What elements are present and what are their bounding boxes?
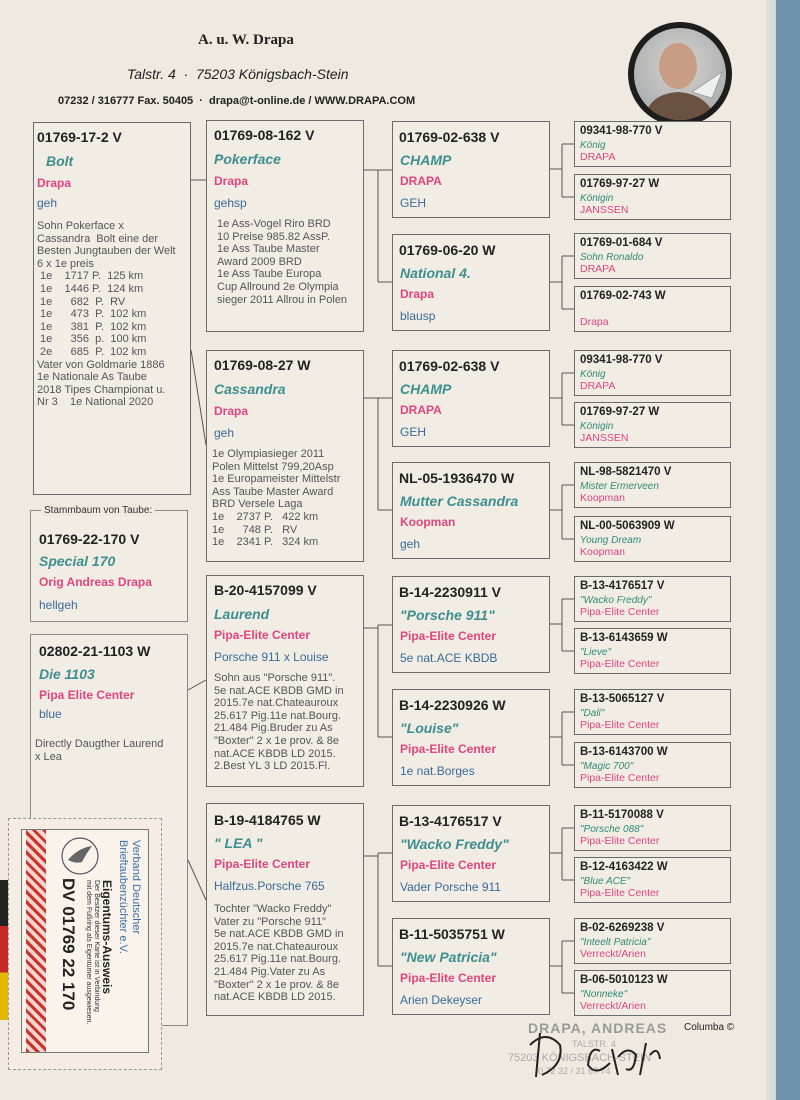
card-org: Verband Deutscher <box>130 840 142 935</box>
pigeon-breeder: DRAPA <box>580 151 616 163</box>
card-org-2: Brieftaubenzüchter e.V. <box>117 840 129 954</box>
pigeon-ring-number: B-13-6143659 W <box>580 632 668 644</box>
card-border-pattern <box>26 830 46 1052</box>
gen4-box <box>574 576 731 622</box>
pigeon-breeder: Pipa-Elite Center <box>580 719 660 731</box>
pigeon-ring-number: B-13-6143700 W <box>580 746 668 758</box>
stammbaum-heading: Stammbaum von Taube: <box>41 505 155 516</box>
pigeon-ring-number: 01769-08-27 W <box>214 357 311 373</box>
connector-line <box>191 350 206 445</box>
pigeon-ring-number: B-11-5035751 W <box>399 926 505 942</box>
gen3-box <box>392 689 550 786</box>
pigeon-color: geh <box>37 196 58 210</box>
pigeon-breeder: Drapa <box>214 174 249 188</box>
pigeon-color: Vader Porsche 911 <box>400 880 501 894</box>
pigeon-name: " LEA " <box>214 835 263 851</box>
pigeon-ring-number: 01769-02-638 V <box>399 129 500 145</box>
credit: Columba © <box>684 1022 735 1033</box>
pigeon-breeder: Pipa-Elite Center <box>580 772 660 784</box>
pigeon-breeder: Koopman <box>400 515 456 529</box>
pigeon-ring-number: 01769-02-638 V <box>399 358 500 374</box>
stamp-name: DRAPA, ANDREAS <box>528 1020 668 1036</box>
pigeon-name: "Dali" <box>580 708 605 719</box>
gen2-box-laurend <box>206 575 364 787</box>
pigeon-name: CHAMP <box>400 152 452 168</box>
pigeon-name: Mister Ermerveen <box>580 481 659 492</box>
pigeon-ring-number: 01769-01-684 V <box>580 237 663 249</box>
pigeon-ring-number: B-14-2230926 W <box>399 697 506 713</box>
pigeon-color: gehsp <box>214 196 247 210</box>
pigeon-ring-number: B-12-4163422 W <box>580 861 668 873</box>
pigeon-color: GEH <box>400 196 427 210</box>
pigeon-breeder: DRAPA <box>400 174 442 188</box>
pigeon-breeder: DRAPA <box>580 380 616 392</box>
gen4-box <box>574 689 731 735</box>
signature <box>500 1015 700 1085</box>
gen4-box <box>574 233 731 279</box>
pigeon-ring-number: NL-05-1936470 W <box>399 470 515 486</box>
pigeon-ring-number: NL-98-5821470 V <box>580 466 672 478</box>
stamp-street: TALSTR. 4 <box>572 1039 616 1049</box>
pigeon-color: Halfzus.Porsche 765 <box>214 879 325 893</box>
pigeon-ring-number: 01769-97-27 W <box>580 178 660 190</box>
pigeon-color: geh <box>400 537 421 551</box>
pigeon-ring-number: 09341-98-770 V <box>580 354 663 366</box>
pigeon-color: 5e nat.ACE KBDB <box>400 651 498 665</box>
pigeon-name: Sohn Ronaldo <box>580 252 644 263</box>
pigeon-color: hellgeh <box>39 598 78 612</box>
connector-line <box>188 680 206 690</box>
pigeon-name: Young Dream <box>580 535 642 546</box>
pigeon-notes: 1e Ass-Vogel Riro BRD 10 Preise 985.82 AssP. 1e Ass Taube Master Award 2009 BRD 1e Ass Taube Europa Cup Allround 2e Olympia sieger 2011 Allrou in Polen <box>217 218 348 306</box>
pigeon-notes: Sohn aus "Porsche 911". 5e nat.ACE KBDB GMD in 2015.7e nat.Chateauroux 25.617 Pig.11e nat.Bourg. 21.484 Pig.Bruder zu As "Boxter" 2 x 1e prov. & 8e nat.ACE KBDB LD 2015. 2.Best YL 3 LD 2015.Fl. <box>214 672 344 773</box>
pigeon-breeder: Koopman <box>580 546 625 558</box>
pigeon-breeder: JANSSEN <box>580 204 629 216</box>
pigeon-breeder: Drapa <box>400 287 435 301</box>
gen3-box <box>392 121 550 218</box>
pigeon-ring-number: 01769-22-170 V <box>39 531 140 547</box>
pigeon-notes: 1e Olympiasieger 2011 Polen Mittelst 799,20Asp 1e Europameister Mittelstr Ass Taube Master Award BRD Versele Laga 1e 2737 P. 422 km 1e 748 P. RV 1e 2341 P. 324 km <box>212 448 341 549</box>
pigeon-name: König <box>580 369 606 380</box>
gen4-box <box>574 970 731 1016</box>
pigeon-breeder: Pipa-Elite Center <box>214 857 311 871</box>
gen4-box <box>574 462 731 508</box>
pigeon-name: "Wacko Freddy" <box>400 836 509 852</box>
pigeon-ring-number: B-14-2230911 V <box>399 584 501 600</box>
pigeon-name: CHAMP <box>400 381 452 397</box>
pigeon-name: "Wacko Freddy" <box>580 595 652 606</box>
pigeon-ring-number: B-13-4176517 V <box>580 580 665 592</box>
pigeon-breeder: DRAPA <box>580 263 616 275</box>
pigeon-name: "Porsche 088" <box>580 824 644 835</box>
pigeon-name: Bolt <box>46 153 74 169</box>
pigeon-ring-number: 01769-97-27 W <box>580 406 660 418</box>
pigeon-ring-number: 01769-08-162 V <box>214 127 315 143</box>
pigeon-ring-number: 01769-06-20 W <box>399 242 496 258</box>
pigeon-breeder: JANSSEN <box>580 432 629 444</box>
pigeon-name: Die 1103 <box>39 666 95 682</box>
gen1-box-special <box>30 505 188 622</box>
pigeon-ring-number: 09341-98-770 V <box>580 125 663 137</box>
gen4-box <box>574 350 731 396</box>
pigeon-name: "Louise" <box>400 720 459 736</box>
pigeon-breeder: Pipa Elite Center <box>39 688 135 702</box>
header-name: A. u. W. Drapa <box>198 32 294 48</box>
gen4-box <box>574 805 731 851</box>
pigeon-color: Arien Dekeyser <box>400 993 483 1007</box>
pigeon-breeder: Pipa-Elite Center <box>580 606 660 618</box>
pigeon-breeder: Drapa <box>37 176 72 190</box>
gen4-box <box>574 742 731 788</box>
pigeon-breeder: Pipa-Elite Center <box>214 628 311 642</box>
gen3-box <box>392 462 550 559</box>
gen4-box <box>574 174 731 220</box>
stamp-city: 75203 KÖNIGSBACH-STEIN <box>508 1052 652 1064</box>
pigeon-ring-number: B-19-4184765 W <box>214 812 321 828</box>
pigeon-name: "Nonneke" <box>580 989 628 1000</box>
pigeon-ring-number: B-02-6269238 V <box>580 922 665 934</box>
pigeon-ring-number: B-13-5065127 V <box>580 693 665 705</box>
pigeon-breeder: Drapa <box>214 404 249 418</box>
pigeon-name: Königin <box>580 193 614 204</box>
pigeon-color: 1e nat.Borges <box>400 764 475 778</box>
gen3-box <box>392 805 550 902</box>
pigeon-breeder: DRAPA <box>400 403 442 417</box>
pigeon-name: Mutter Cassandra <box>400 493 519 509</box>
pigeon-color: geh <box>214 426 235 440</box>
connector-line <box>188 860 206 900</box>
pigeon-breeder: Pipa-Elite Center <box>580 835 660 847</box>
gen2-box-cassandra <box>206 350 364 562</box>
pigeon-breeder: Pipa-Elite Center <box>580 658 660 670</box>
gen4-box <box>574 121 731 167</box>
pigeon-color: blausp <box>400 309 436 323</box>
dove-emblem-icon <box>60 836 100 876</box>
pigeon-ring-number: B-11-5170088 V <box>580 809 664 821</box>
pigeon-name: "Magic 700" <box>580 761 634 772</box>
gen4-box <box>574 402 731 448</box>
pigeon-color: Porsche 911 x Louise <box>214 650 329 664</box>
header-contact: 07232 / 316777 Fax. 50405 · drapa@t-online.de / WWW.DRAPA.COM <box>58 95 416 107</box>
pigeon-name: Cassandra <box>214 381 286 397</box>
gen4-box <box>574 857 731 903</box>
pigeon-notes: Tochter "Wacko Freddy" Vater zu "Porsche 911" 5e nat.ACE KBDB GMD in 2015.7e nat.Chateauroux 25.617 Pig.11e nat.Bourg. 21.484 Pig.Vater zu As "Boxter" 2 x 1e prov. & 8e nat.ACE KBDB LD 2015. <box>214 903 344 1004</box>
pigeon-color: GEH <box>400 425 427 439</box>
pigeon-ring-number: 01769-17-2 V <box>37 129 122 145</box>
gen3-box <box>392 576 550 673</box>
gen3-box <box>392 234 550 331</box>
pigeon-color: blue <box>39 707 62 721</box>
stamp-phone: 0 72 32 / 31 67 74 <box>538 1066 611 1076</box>
pigeon-ring-number: B-20-4157099 V <box>214 582 317 598</box>
gen4-box <box>574 286 731 332</box>
pigeon-breeder: Pipa-Elite Center <box>400 971 497 985</box>
pigeon-name: Königin <box>580 421 614 432</box>
pigeon-breeder: Drapa <box>580 316 609 328</box>
pigeon-name: "Lieve" <box>580 647 612 658</box>
card-line-2: mit dem Fußring als Eigentümer ausgewiesen. <box>85 880 92 1025</box>
pigeon-name: Laurend <box>214 606 270 622</box>
pigeon-breeder: Verreckt/Arien <box>580 1000 646 1012</box>
pigeon-ring-number: 02802-21-1103 W <box>39 643 151 659</box>
gen4-box <box>574 516 731 562</box>
pigeon-breeder: Orig Andreas Drapa <box>39 575 152 589</box>
gen2-box-lea <box>206 803 364 1016</box>
pigeon-ring-number: B-13-4176517 V <box>399 813 502 829</box>
pigeon-breeder: Pipa-Elite Center <box>580 887 660 899</box>
gen1-box-bolt <box>33 122 191 495</box>
pigeon-ring-number: NL-00-5063909 W <box>580 520 675 532</box>
gen2-box-pokerface <box>206 120 364 332</box>
pigeon-name: "Blue ACE" <box>580 876 631 887</box>
card-ring-number: DV 01769 22 170 <box>59 878 78 1011</box>
pigeon-notes: Sohn Pokerface x Cassandra Bolt eine der Besten Jungtauben der Welt 6 x 1e preis 1e 1717 P. 125 km 1e 1446 P. 124 km 1e 682 P. RV 1e 473 P. 102 km 1e 381 P. 102 km 1e 356 p. 100 km 2e 685 P. 102 km Vater von Goldmarie 1886 1e Nationale As Taube 2018 Tipes Championat u. Nr 3 1e National 2020 <box>37 220 176 409</box>
pigeon-name: "Porsche 911" <box>400 607 495 623</box>
card-line-1: Der Besitzer dieser Karte ist in Verbindung <box>93 880 100 1012</box>
pigeon-breeder: Pipa-Elite Center <box>400 858 497 872</box>
gen4-box <box>574 628 731 674</box>
pigeon-name: Pokerface <box>214 151 281 167</box>
pigeon-name: "New Patricia" <box>400 949 497 965</box>
header-address: Talstr. 4 · 75203 Königsbach-Stein <box>127 66 349 82</box>
pigeon-ring-number: B-06-5010123 W <box>580 974 668 986</box>
pigeon-breeder: Pipa-Elite Center <box>400 742 497 756</box>
pigeon-breeder: Verreckt/Arien <box>580 948 646 960</box>
gen4-box <box>574 918 731 964</box>
gen3-box <box>392 918 550 1015</box>
pigeon-ring-number: 01769-02-743 W <box>580 290 666 302</box>
pigeon-name: National 4. <box>400 265 471 281</box>
pigeon-name: König <box>580 140 606 151</box>
pigeon-name: "Inteelt Patricia" <box>580 937 651 948</box>
card-title: Eigentums-Ausweis <box>100 880 114 995</box>
pigeon-breeder: Pipa-Elite Center <box>400 629 497 643</box>
pigeon-notes: Directly Daugther Laurend x Lea <box>35 738 164 763</box>
ownership-card <box>8 818 162 1070</box>
gen3-box <box>392 350 550 447</box>
pigeon-breeder: Koopman <box>580 492 625 504</box>
pigeon-name: Special 170 <box>39 553 116 569</box>
